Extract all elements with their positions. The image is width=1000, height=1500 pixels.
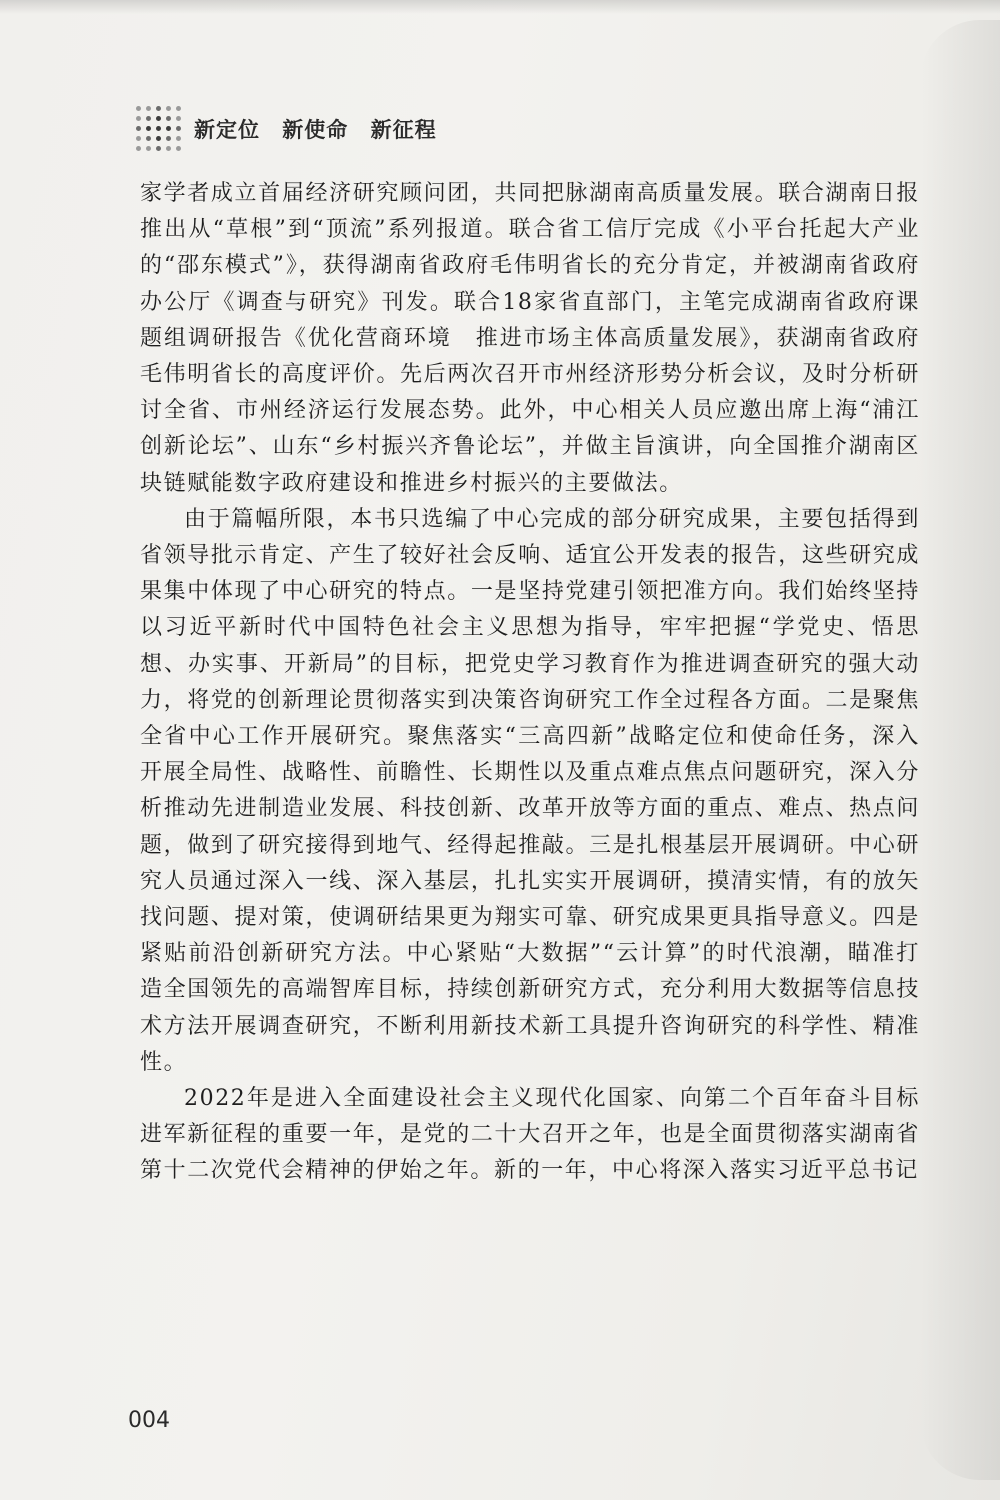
body-text <box>140 176 920 1190</box>
paragraph-1: 家学者成立首届经济研究顾问团，共同把脉湖南高质量发展。联合湖南日报推出从“草根”到“顶流”系列报道。联合省工信厅完成《小平台托起大产业的“邵东模式”》，获得湖南省政府毛伟明省长的充分肯定，并被湖南省政府办公厅《调查与研究》刊发。联合18家省直部门，主笔完成湖南省政府课题组调研报告《优化营商环境 推进市场主体高质量发展》，获湖南省政府毛伟明省长的高度评价。先后两次召开市州经济形势分析会议，及时分析研讨全省、市州经济运行发展态势。此外，中心相关人员应邀出席上海“浦江创新论坛”、山东“乡村振兴齐鲁论坛”，并做主旨演讲，向全国推介湖南区块链赋能数字政府建设和推进乡村振兴的主要做法。 <box>140 181 920 496</box>
paragraph-3: 2022年是进入全面建设社会主义现代化国家、向第二个百年奋斗目标进军新征程的重要一年，是党的二十大召开之年，也是全面贯彻落实湖南省第十二次党代会精神的伊始之年。新的一年，中心将深入落实习近平总书记 <box>140 1086 920 1184</box>
page-number: 004 <box>128 1408 170 1433</box>
running-header <box>136 100 437 158</box>
page-spine-curve <box>920 20 1000 1480</box>
paragraph-2: 由于篇幅所限，本书只选编了中心完成的部分研究成果，主要包括得到省领导批示肯定、产生了较好社会反响、适宜公开发表的报告，这些研究成果集中体现了中心研究的特点。一是坚持党建引领把准方向。我们始终坚持以习近平新时代中国特色社会主义思想为指导，牢牢把握“学党史、悟思想、办实事、开新局”的目标，把党史学习教育作为推进调查研究的强大动力，将党的创新理论贯彻落实到决策咨询研究工作全过程各方面。二是聚焦全省中心工作开展研究。聚焦落实“三高四新”战略定位和使命任务，深入开展全局性、战略性、前瞻性、长期性以及重点难点焦点问题研究，深入分析推动先进制造业发展、科技创新、改革开放等方面的重点、难点、热点问题，做到了研究接得到地气、经得起推敲。三是扎根基层开展调研。中心研究人员通过深入一线、深入基层，扎扎实实开展调研，摸清实情，有的放矢找问题、提对策，使调研结果更为翔实可靠、研究成果更具指导意义。四是紧贴前沿创新研究方法。中心紧贴“大数据”“云计算”的时代浪潮，瞄准打造全国领先的高端智库目标，持续创新研究方式，充分利用大数据等信息技术方法开展调查研究，不断利用新技术新工具提升咨询研究的科学性、精准性。 <box>140 506 920 1075</box>
dot-grid-icon <box>136 106 182 152</box>
page-top-shadow <box>0 0 1000 14</box>
header-title: 新定位 新使命 新征程 <box>194 118 437 142</box>
